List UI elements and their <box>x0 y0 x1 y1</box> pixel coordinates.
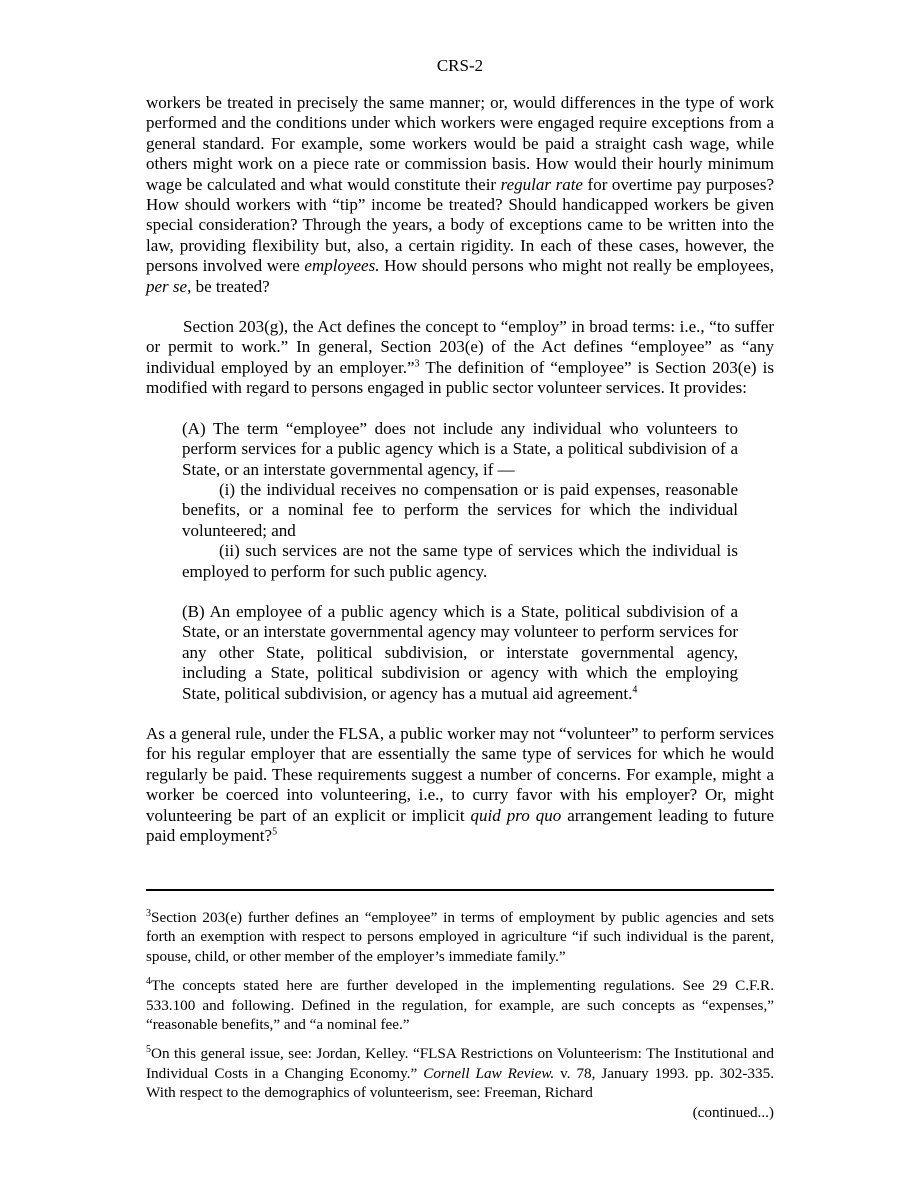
text-run: As a general rule, under the FLSA, a public worker may not “volunteer” to perform services for his regular employer that are essentially the same type of services for which he would regularly be paid. These requirements suggest a number of concerns. For example, might a worker be coerced into volunteering, i.e., to curry favor with his employer? Or, might volunteering be part of an explicit or implicit <box>146 723 774 825</box>
quote-subsection-a: (A) The term “employee” does not include any individual who volunteers to perform services for a public agency which is a State, a political subdivision of a State, or an interstate governmental agency, if — <box>182 418 738 479</box>
continued-note: (continued...) <box>692 1103 774 1121</box>
footnote-4 <box>146 976 774 1034</box>
footnote-number: 5 <box>146 1044 151 1056</box>
text-run: The definition of “employee” is Section 203(e) is modified with regard to persons engaged in public sector volunteer services. It provides: <box>146 357 775 398</box>
footnote-text: Section 203(e) further defines an “employee” in terms of employment by public agencies and sets forth an exemption with respect to persons employed in agriculture “if such individual is the parent, spouse, child, or other member of the employer’s immediate family.” <box>146 909 774 965</box>
italic-citation: Cornell Law Review. <box>423 1064 555 1082</box>
footnote-ref[interactable]: 4 <box>632 683 638 695</box>
footnote-ref[interactable]: 5 <box>272 826 278 838</box>
footnote-divider <box>146 889 774 891</box>
text-run: arrangement leading to future paid employment? <box>146 805 774 845</box>
body-text <box>146 93 774 866</box>
quote-clause-ii: (ii) such services are not the same type of services which the individual is employed to perform for such public agency. <box>182 541 738 581</box>
paragraph-2 <box>146 317 774 399</box>
page-header: CRS-2 <box>436 56 484 75</box>
text-run: workers be treated in precisely the same manner; or, would differences in the type of work performed and the conditions under which workers were engaged require exceptions from a general standard. For example, some workers would be paid a straight cash wage, while others might work on a piece rate or commission basis. How would their hourly minimum wage be calculated and what would constitute their <box>146 93 774 194</box>
paragraph-1 <box>146 93 774 297</box>
italic-term: regular rate <box>500 174 583 194</box>
text-run: How should persons who might not really be employees, <box>379 256 774 276</box>
paragraph-3 <box>146 724 774 846</box>
quote-subsection-b <box>182 602 738 704</box>
footnote-text: The concepts stated here are further developed in the implementing regulations. See 29 C.F.R. 533.100 and following. Defined in the regulation, for example, are such concepts as “expenses,” “reasonable benefits,” and “a nominal fee.” <box>146 977 774 1034</box>
italic-term: employees. <box>304 256 380 276</box>
footnote-text: On this general issue, see: Jordan, Kelley. “FLSA Restrictions on Volunteerism: The Institutional and Individual Costs in a Changing Economy.” <box>146 1045 774 1082</box>
text-run: be treated? <box>191 276 270 296</box>
italic-term: per se, <box>146 276 192 296</box>
footnote-5 <box>146 1044 774 1102</box>
footnote-number: 3 <box>146 907 151 919</box>
text-run: Section 203(g), the Act defines the concept to “employ” in broad terms: i.e., “to suffer or permit to work.” In general, Section 203(e) of the Act defines “employee” as “any individual employed by an employer.” <box>146 317 774 377</box>
italic-term: quid pro quo <box>470 805 562 825</box>
quote-clause-i: (i) the individual receives no compensation or is paid expenses, reasonable benefits, or a nominal fee to perform the services for which the individual volunteered; and <box>182 479 738 540</box>
quote-gap <box>182 582 738 602</box>
footnotes <box>146 908 774 1132</box>
text-run: (B) An employee of a public agency which is a State, political subdivision of a State, or an interstate governmental agency may volunteer to perform services for any other State, political subdivision, or interstate governmental agency, including a State, political subdivision or agency with which the employing State, political subdivision, or agency has a mutual aid agreement. <box>182 601 738 703</box>
footnote-ref[interactable]: 3 <box>414 358 420 370</box>
footnote-number: 4 <box>146 976 151 988</box>
footnote-text: v. 78, January 1993. pp. 302-335. With respect to the demographics of volunteerism, see: Freeman, Richard <box>146 1064 774 1102</box>
footnote-3 <box>146 908 774 966</box>
block-quote <box>182 419 738 704</box>
text-run: for overtime pay purposes? How should workers with “tip” income be treated? Should handicapped workers be given special consideration? Through the years, a body of exceptions came to be written into the law, providing flexibility but, also, a certain rigidity. In each of these cases, however, the persons involved were <box>146 174 775 276</box>
